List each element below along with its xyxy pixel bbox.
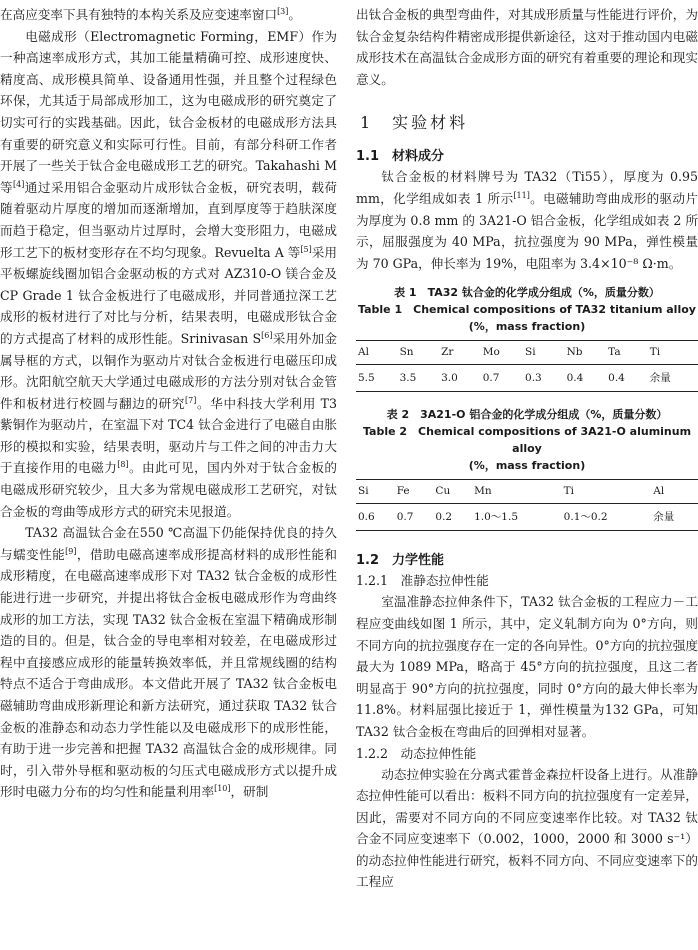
table-header-cell: Ta [608,346,621,359]
table-row [356,504,698,531]
table-cell: 5.5 [358,371,375,384]
table-header-cell: Ti [649,346,661,359]
table-header-cell: Si [525,346,536,359]
subsubsection-heading-1-2-1: 1.2.1 准静态拉伸性能 [356,573,489,589]
right-paragraph-0: 出钛合金板的典型弯曲件，对其成形质量与性能进行评价，为钛合金复杂结构件精密成形提供新途径，这对于推动国内电磁成形技术在高温钛合金成形方面的研究有着重要的理论和现实意义。 [356,7,698,87]
table-header-cell: Al [653,485,665,498]
table-1-caption-cn: 表 1 TA32 钛合金的化学成分组成（%，质量分数） [394,286,660,300]
section-heading-1: 1 实验材料 [360,113,469,133]
subsection-heading-1-1: 1.1 材料成分 [356,149,445,165]
right-paragraph-1: 钛合金板的材料牌号为 TA32（Ti55），厚度为 0.95 mm，化学组成如表 1 所示[11]。电磁辅助弯曲成形的驱动片为厚度为 0.8 mm 的 3A21-O 铝合金板，化学组成如表 2 所示，屈服强度为 40 MPa，抗拉强度为 90 MPa，弹性模量为 70 GPa，伸长率为 19%，电阻率为 3.4×10⁻⁸ Ω·m。 [356,169,698,271]
table-cell: 0.1～0.2 [563,511,608,524]
right-column [356,4,698,893]
table-2-caption-unit: (%，mass fraction) [468,459,586,473]
table-header-cell: Fe [396,485,410,498]
table-cell: 0.3 [525,371,542,384]
table-cell: 0.6 [358,510,375,523]
table-cell: 1.0～1.5 [474,511,519,524]
table-header-cell: Ti [563,485,575,498]
table-2 [356,406,698,531]
left-paragraph-1: 电磁成形（Electromagnetic Forming，EMF）作为一种高速率成形方式，其加工能量精确可控、成形速度快、精度高、成形模具简单、设备通用性强，并且整个过程绿色环保，尤其适于局部成形加工，这为电磁成形的研究奠定了切实可行的实践基础。因此，钛合金板材的电磁成形方法具有重要的研究意义和实际可行性。目前，有部分科研工作者开展了一些关于钛合金电磁成形工艺的研究。Takahashi M 等[4]通过采用铝合金驱动片成形钛合金板，研究表明，载荷随着驱动片厚度的增加而逐渐增加，直到厚度等于趋肤深度而趋于稳定，但当驱动片过厚时，会增大变形阻力，电磁成形工艺下的板材变形存在不均匀现象。Revuelta A 等[5]采用平板螺旋线圈加铝合金驱动板的方式对 AZ310-O 镁合金及 CP Grade 1 钛合金板进行了电磁成形，并同普通拉深工艺成形的板材进行了对比与分析，结果表明，电磁成形钛合金的方式提高了材料的成形性能。Srinivasan S[6]采用外加金属导框的方式，以铜作为驱动片对钛合金板进行电磁压印成形。沈阳航空航天大学通过电磁成形的方法分别对钛合金管件和板材进行校圆与翻边的研究[7]。华中科技大学利用 T3 紫铜作为驱动片，在室温下对 TC4 钛合金进行了电磁自由胀形的模拟和实验，结果表明，驱动片与工件之间的冲击力大于直接作用的电磁力[8]。由此可见，国内外对于钛合金板的电磁成形研究较少，且大多为常规电磁成形工艺研究，对钛合金板的弯曲等成形方式的研究未见报道。 [0,28,338,519]
table-header-cell: Sn [399,346,414,359]
table-1-caption-en: Table 1 Chemical compositions of TA32 titanium alloy [358,303,696,317]
table-header-cell: Zr [441,346,454,359]
table-header-cell: Mo [482,346,500,359]
table-cell: 余量 [653,511,675,524]
table-header-cell: Al [358,346,369,359]
right-paragraph-2: 室温准静态拉伸条件下，TA32 钛合金板的工程应力－工程应变曲线如图 1 所示，其中，定义轧制方向为 0°方向，则不同方向的抗拉强度存在一定的各向异性。0°方向的抗拉强度最大为 1089 MPa，略高于 45°方向的抗拉强度，且这二者明显高于 90°方向的抗拉强度，同时 0°方向的最大伸长率为 11.8%。材料屈强比接近于 1，弹性模量为132 GPa，可知 TA32 钛合金板在弯曲后的回弹相对显著。 [356,594,698,739]
table-cell: 余量 [649,372,671,385]
table-cell: 3.5 [399,371,417,384]
table-header-row [356,480,698,504]
table-header-cell: Si [358,485,369,498]
table-cell: 0.4 [608,371,625,384]
table-1-caption-unit: (%，mass fraction) [468,320,586,334]
right-paragraph-3: 动态拉伸实验在分离式霍普金森拉杆设备上进行。从准静态拉伸性能可以看出：板料不同方向的抗拉强度有一定差异，因此，需要对不同方向的不同应变速率作比较。对 TA32 钛合金不同应变速率下（0.002，1000，2000 和 3000 s⁻¹）的动态拉伸性能进行研究，板料不同方向、不同应变速率下的工程应 [356,766,698,890]
subsubsection-heading-1-2-2: 1.2.2 动态拉伸性能 [356,745,477,761]
table-cell: 0.7 [396,510,414,523]
left-paragraph-0: 在高应变率下具有独特的本构关系及应变速率窗口[3]。 [0,6,301,22]
table-header-cell: Cu [435,485,451,498]
left-column [0,4,337,803]
table-header-row [356,341,698,365]
table-header-cell: Nb [566,346,583,359]
table-2-caption-en: Table 2 Chemical compositions of 3A21-O aluminum alloy [362,425,692,456]
table-2-caption-cn: 表 2 3A21-O 铝合金的化学成分组成（%，质量分数） [386,408,668,422]
table-row [356,365,698,392]
table-1 [356,284,698,392]
table-cell: 0.7 [482,371,500,384]
left-paragraph-2: TA32 高温钛合金在550 ℃高温下仍能保持优良的持久与蠕变性能[9]，借助电磁高速率成形提高材料的成形性能和成形精度，在电磁高速率成形下对 TA32 钛合金板的成形性能进行进一步研究，并提出将钛合金板电磁成形作为弯曲终成形的加工方法，实现 TA32 钛合金板在室温下精确成形制造的目的。但是，钛合金的导电率相对较差，在电磁成形过程中直接感应成形的能量转换效率低，并且常规线圈的结构特点不适合于弯曲成形。本文借此开展了 TA32 钛合金板电磁辅助弯曲成形新理论和新方法研究，通过获取 TA32 钛合金板的准静态和动态力学性能以及电磁成形下的成形性能，有助于进一步完善和把握 TA32 高温钛合金的成形规律。同时，引入带外导框和驱动板的匀压式电磁成形方式以提升成形时电磁力分布的均匀性和能量利用率[10]，研制 [0,525,338,800]
table-cell: 0.4 [566,371,584,384]
table-cell: 3.0 [441,371,458,384]
table-header-cell: Mn [474,485,492,498]
table-cell: 0.2 [435,510,453,523]
subsection-heading-1-2: 1.2 力学性能 [356,553,445,569]
